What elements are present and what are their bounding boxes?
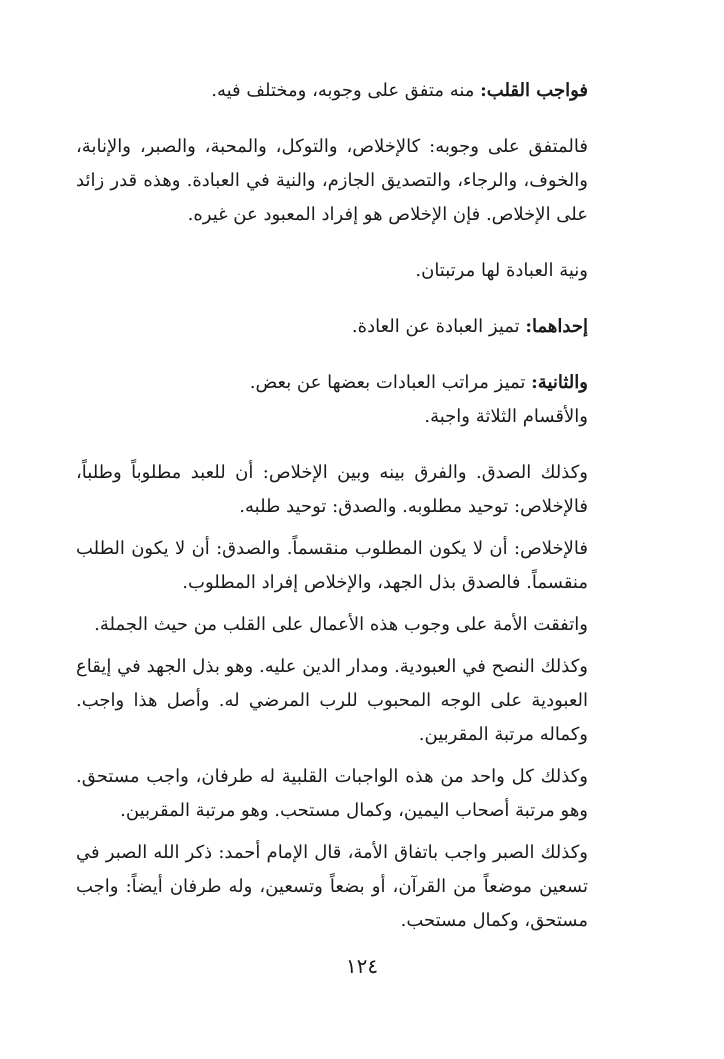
paragraph-text: والأقسام الثلاثة واجبة.	[424, 406, 588, 427]
paragraph-lead: والثانية:	[531, 372, 588, 393]
paragraph-truthfulness	[76, 456, 612, 524]
paragraph-sincere-counsel	[76, 650, 612, 752]
paragraph-consensus	[76, 608, 612, 642]
paragraph-intention-levels	[76, 254, 612, 288]
paragraph-second-level	[76, 366, 612, 400]
paragraph-agreed-obligations	[76, 130, 612, 232]
paragraph-text: تميز العبادة عن العادة.	[351, 316, 526, 337]
page-number: ١٢٤	[345, 954, 379, 978]
page-body	[76, 74, 612, 938]
paragraph-text: وكذلك الصدق. والفرق بينه وبين الإخلاص: أن للعبد مطلوباً وطلباً، فالإخلاص: توحيد مطلوبه. والصدق: توحيد طلبه.	[76, 462, 588, 517]
paragraph-lead: فواجب القلب:	[480, 80, 588, 101]
paragraph-text: وكذلك النصح في العبودية. ومدار الدين عليه. وهو بذل الجهد في إيقاع العبودية على الوجه المحبوب للرب المرضي له. وأصل هذا واجب. وكماله مرتبة المقربين.	[76, 656, 588, 745]
paragraph-three-parts	[76, 400, 612, 434]
paragraph-heart-obligations	[76, 74, 612, 108]
paragraph-text: فالمتفق على وجوبه: كالإخلاص، والتوكل، والمحبة، والصبر، والإنابة، والخوف، والرجاء، والتصديق الجازم، والنية في العبادة. وهذه قدر زائد على الإخلاص. فإن الإخلاص هو إفراد المعبود عن غيره.	[76, 136, 588, 225]
paragraph-lead: إحداهما:	[525, 316, 588, 337]
paragraph-sincerity-definition	[76, 532, 612, 600]
paragraph-text: وكذلك الصبر واجب باتفاق الأمة، قال الإمام أحمد: ذكر الله الصبر في تسعين موضعاً من القرآن، أو بضعاً وتسعين، وله طرفان أيضاً: واجب مستحق، وكمال مستحب.	[76, 842, 588, 931]
paragraph-first-level	[76, 310, 612, 344]
paragraph-text: فالإخلاص: أن لا يكون المطلوب منقسماً. والصدق: أن لا يكون الطلب منقسماً. فالصدق بذل الجهد، والإخلاص إفراد المطلوب.	[76, 538, 588, 593]
paragraph-text: وكذلك كل واحد من هذه الواجبات القلبية له طرفان، واجب مستحق. وهو مرتبة أصحاب اليمين، وكمال مستحب. وهو مرتبة المقربين.	[76, 766, 588, 821]
paragraph-two-sides	[76, 760, 612, 828]
paragraph-text: واتفقت الأمة على وجوب هذه الأعمال على القلب من حيث الجملة.	[94, 614, 588, 635]
paragraph-text: تميز مراتب العبادات بعضها عن بعض.	[249, 372, 532, 393]
paragraph-text: منه متفق على وجوبه، ومختلف فيه.	[211, 80, 481, 101]
paragraph-text: ونية العبادة لها مرتبتان.	[415, 260, 588, 281]
paragraph-patience	[76, 836, 612, 938]
